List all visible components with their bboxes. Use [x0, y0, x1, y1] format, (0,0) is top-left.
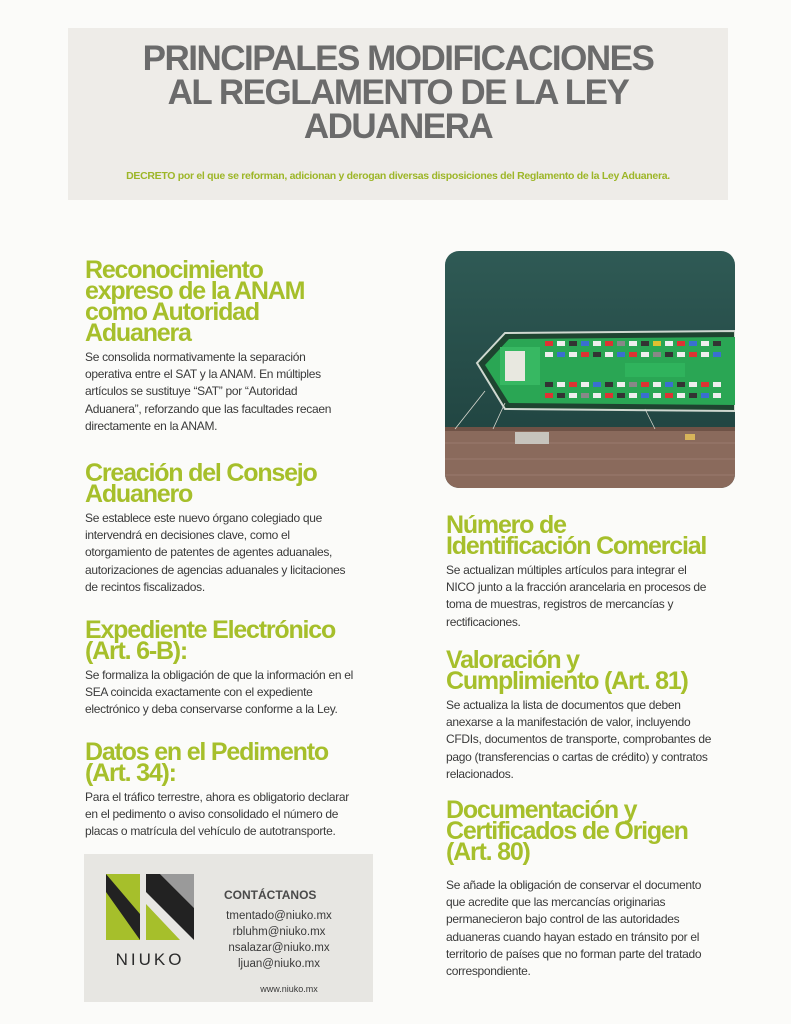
email-link[interactable]: rbluhm@niuko.mx	[232, 926, 326, 938]
section-title: Reconocimiento expreso de la ANAM como Autoridad Aduanera	[85, 256, 305, 347]
decree-subtitle: DECRETO por el que se reforman, adicionan y derogan diversas disposiciones del Reglamento de la Ley Aduanera.	[126, 170, 670, 182]
email-link[interactable]: tmentado@niuko.mx	[226, 910, 332, 922]
email-list	[204, 908, 354, 972]
section-pedimento	[85, 738, 385, 841]
section-body: Para el tráfico terrestre, ahora es obligatorio declarar en el pedimento o aviso consolidado el número de placas o matrícula del vehículo de autotransporte.	[85, 790, 350, 839]
brand-name: NIUKO	[115, 950, 185, 969]
section-body: Se establece este nuevo órgano colegiado que intervendrá en decisiones clave, como el otorgamiento de patentes de agentes aduanales, autorizaciones de agencias aduanales y licitaciones de recintos fiscalizados.	[85, 511, 346, 594]
title-line: ADUANERA	[303, 107, 493, 146]
title-line: AL REGLAMENTO DE LA LEY	[167, 73, 629, 112]
section-title: Expediente Electrónico (Art. 6-B):	[85, 616, 336, 665]
header-banner	[68, 28, 728, 200]
section-certificados	[446, 796, 746, 980]
section-consejo	[85, 459, 385, 596]
section-body: Se actualiza la lista de documentos que deben anexarse a la manifestación de valor, incluyendo CFDIs, documentos de transporte, comprobantes de pago (transferencias o cartas de crédito) y contratos relacionados.	[446, 698, 712, 781]
section-expediente	[85, 616, 385, 719]
section-valoracion	[446, 646, 746, 783]
section-title: Documentación y Certificados de Origen (Art. 80)	[446, 796, 688, 866]
title-line: PRINCIPALES MODIFICACIONES	[142, 39, 654, 78]
email-link[interactable]: ljuan@niuko.mx	[238, 958, 320, 970]
contact-title: CONTÁCTANOS	[224, 888, 317, 902]
website-link[interactable]: www.niuko.mx	[260, 984, 318, 994]
section-title: Datos en el Pedimento (Art. 34):	[85, 738, 328, 787]
niuko-logo-icon	[106, 874, 194, 940]
section-title: Valoración y Cumplimiento (Art. 81)	[446, 646, 688, 695]
section-body: Se formaliza la obligación de que la información en el SEA coincida exactamente con el expediente electrónico y deba conservarse conforme a la Ley.	[85, 668, 353, 717]
section-anam	[85, 256, 385, 435]
contact-card	[84, 854, 373, 1002]
cargo-ship-illustration	[445, 251, 735, 488]
cargo-ship-image	[445, 251, 735, 488]
section-title: Número de Identificación Comercial	[446, 511, 707, 560]
section-title: Creación del Consejo Aduanero	[85, 459, 317, 508]
section-nico	[446, 511, 746, 631]
section-body: Se consolida normativamente la separación operativa entre el SAT y la ANAM. En múltiples artículos se sustituye “SAT” por “Autoridad Aduanera”, reforzando que las facultades recaen directamente en la ANAM.	[85, 350, 332, 433]
section-body: Se actualizan múltiples artículos para integrar el NICO junto a la fracción arancelaria en procesos de toma de muestras, registros de mercancías y rectificaciones.	[446, 563, 707, 629]
email-link[interactable]: nsalazar@niuko.mx	[228, 942, 330, 954]
section-body: Se añade la obligación de conservar el documento que acredite que las mercancías originarias permanecieron bajo control de las autoridades aduaneras cuando hayan estado en tránsito por el territorio de países que no forman parte del tratado correspondiente.	[446, 878, 702, 979]
page-title	[68, 39, 728, 146]
